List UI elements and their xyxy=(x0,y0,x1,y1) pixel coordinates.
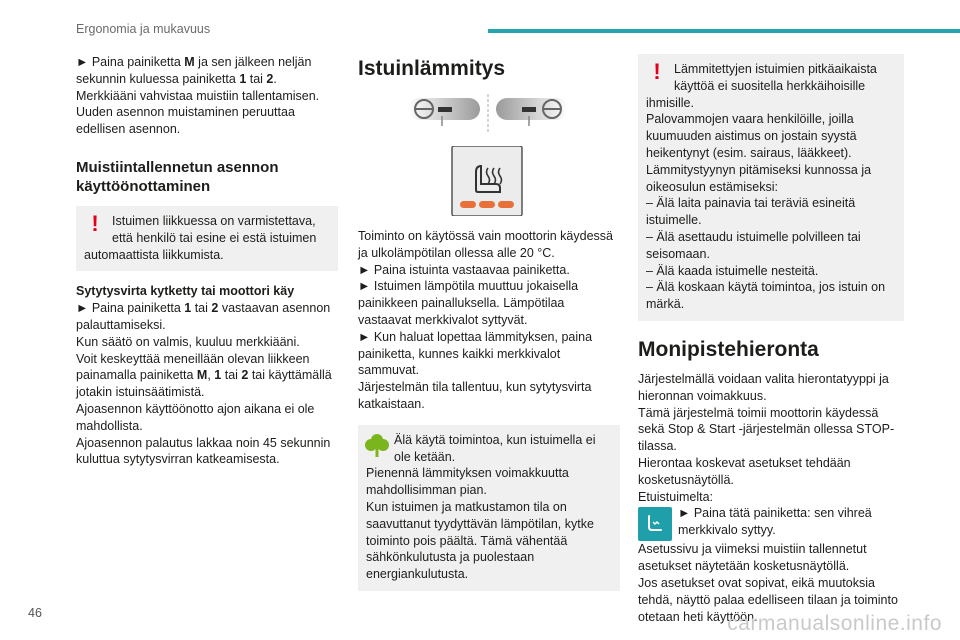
column-2 xyxy=(358,54,620,591)
massage-text-1: Järjestelmällä voidaan valita hierontatyyppi ja hieronnan voimakkuus. xyxy=(638,371,889,403)
recall-step xyxy=(76,300,338,334)
memory-recall-heading: Muistiintallennetun asennon käyttöönottaminen xyxy=(76,158,279,195)
massage-text-6: Asetussivu ja viimeksi muistiin tallennetut asetukset näytetään kosketusnäytöllä. xyxy=(638,542,867,574)
text: ja sen jälkeen neljän sekunnin kuluessa painiketta xyxy=(76,55,312,86)
warning-text-1: Lämmitettyjen istuimien pitkäaikaista käyttöä ei suositella herkkäihoisille ihmisille. xyxy=(646,62,877,110)
intro-confirm: Merkkiääni vahvistaa muistiin tallentamisen. xyxy=(76,88,320,103)
recall-interrupt xyxy=(76,351,338,401)
recall-beep: Kun säätö on valmis, kuuluu merkkiääni. xyxy=(76,334,300,349)
massage-text-4: Etuistuimelta: xyxy=(638,489,714,504)
massage-text-5: ► Paina tätä painiketta: sen vihreä merkkivalo syttyy. xyxy=(678,506,872,538)
text: vastaavan asennon palauttamiseksi. xyxy=(76,301,331,332)
steering-seat-switches-illustration xyxy=(358,94,620,138)
seat-heating-icon xyxy=(358,146,620,216)
massage-text-2: Tämä järjestelmä toimii moottorin käydessä sekä Stop & Start -järjestelmän ollessa STOP-tilassa. xyxy=(638,405,895,454)
key-m: M xyxy=(184,55,195,69)
eco-text-2: Pienennä lämmityksen voimakkuutta mahdollisimman pian. xyxy=(366,466,569,498)
warning-text-3: Lämmitystyynyn pitämiseksi kunnossa ja oikeosulun estämiseksi: xyxy=(646,162,872,194)
heating-step-1: ► Paina istuinta vastaavaa painiketta. xyxy=(358,262,570,277)
text: . xyxy=(273,71,277,86)
massage-text-7: Jos asetukset ovat sopivat, eikä muutoksia tehdä, näyttö palaa edelliseen tilaan ja toiminto otetaan heti käyttöön. xyxy=(638,575,898,624)
column-1 xyxy=(76,54,338,468)
text: tai xyxy=(221,368,242,383)
eco-tree-icon xyxy=(364,432,390,458)
heating-warning-box xyxy=(638,54,904,321)
seat-heating-heading: Istuinlämmitys xyxy=(358,57,506,80)
text: ► Paina painiketta xyxy=(76,301,185,316)
intro-overwrite: Uuden asennon muistaminen peruuttaa edellisen asennon. xyxy=(76,105,295,137)
warning-text-2: Palovammojen vaara henkilöille, joilla kuumuuden aistimus on jostain syystä heikentynyt (esim. sairaus, lääkkeet). xyxy=(646,112,857,160)
text: , xyxy=(207,368,215,383)
warning-text: Istuimen liikkuessa on varmistettava, että henkilö tai esine ei estä istuimen automaattista liikkumista. xyxy=(84,213,317,262)
massage-text-3: Hierontaa koskevat asetukset tehdään kosketusnäytöllä. xyxy=(638,455,851,487)
key-m: M xyxy=(196,368,208,383)
eco-box xyxy=(358,425,620,591)
key-2: 2 xyxy=(266,71,274,86)
warning-exclamation-icon: ! xyxy=(91,210,99,236)
heating-condition: Toiminto on käytössä vain moottorin käydessä ja ulkolämpötilan ollessa alle 20 °C. xyxy=(358,229,613,260)
warning-text-4: – Älä laita painavia tai teräviä esineitä istuimelle. xyxy=(646,196,856,228)
intro-step xyxy=(76,54,338,88)
header-accent-bar xyxy=(488,29,960,33)
warning-text-5: – Älä asettaudu istuimelle polvilleen tai seisomaan. xyxy=(646,229,861,261)
heating-step-3: ► Kun haluat lopettaa lämmityksen, paina painiketta, kunnes kaikki merkkivalot sammuvat. xyxy=(358,329,593,378)
seat-heating-switch-figure xyxy=(358,94,620,138)
heating-memory-note: Järjestelmän tila tallentuu, kun sytytysvirta katkaistaan. xyxy=(358,380,592,411)
warning-text-7: – Älä koskaan käytä toimintoa, jos istuin on märkä. xyxy=(646,280,886,312)
seat-heating-button-figure xyxy=(358,146,620,216)
eco-text-1: Älä käytä toimintoa, kun istuimella ei ole ketään. xyxy=(394,432,596,464)
ignition-subheading: Sytytysvirta kytketty tai moottori käy xyxy=(76,284,295,299)
page-number: 46 xyxy=(28,606,42,620)
heating-step-2: ► Istuimen lämpötila muuttuu jokaisella painikkeen painalluksella. Lämpötilaa vastaavat merkkivalot syttyvät. xyxy=(358,279,579,327)
seat-massage-icon xyxy=(638,507,672,541)
watermark: carmanualsonline.info xyxy=(727,612,942,635)
text: ► Paina painiketta xyxy=(76,55,185,69)
key-1: 1 xyxy=(214,368,222,383)
key-1: 1 xyxy=(239,71,247,86)
text: Voit keskeyttää meneillään olevan liikkeen painamalla painiketta xyxy=(76,351,310,383)
warning-text-6: – Älä kaada istuimelle nesteitä. xyxy=(646,263,819,278)
massage-heading: Monipistehieronta xyxy=(638,337,819,361)
key-1: 1 xyxy=(184,301,192,316)
recall-timeout-note: Ajoasennon palautus lakkaa noin 45 sekunnin kuluttua sytytysvirran katkeamisesta. xyxy=(76,435,331,467)
text: tai käyttämällä jotakin istuinsäätimistä. xyxy=(76,368,332,400)
warning-box xyxy=(76,206,338,271)
key-2: 2 xyxy=(241,368,249,383)
massage-step xyxy=(638,505,904,539)
eco-text-3: Kun istuimen ja matkustamon tila on saavuttanut tyydyttävän lämpötilan, kytke toiminto pois päältä. Tämä vähentää sähkönkulutusta ja puolestaan energiankulutusta. xyxy=(366,499,594,582)
key-2: 2 xyxy=(211,301,219,316)
warning-exclamation-icon: ! xyxy=(653,59,661,84)
text: tai xyxy=(191,301,212,316)
recall-driving-note: Ajoasennon käyttöönotto ajon aikana ei ole mahdollista. xyxy=(76,401,315,433)
text: tai xyxy=(246,71,267,86)
header-section-title: Ergonomia ja mukavuus xyxy=(76,22,211,36)
column-3 xyxy=(638,54,904,625)
